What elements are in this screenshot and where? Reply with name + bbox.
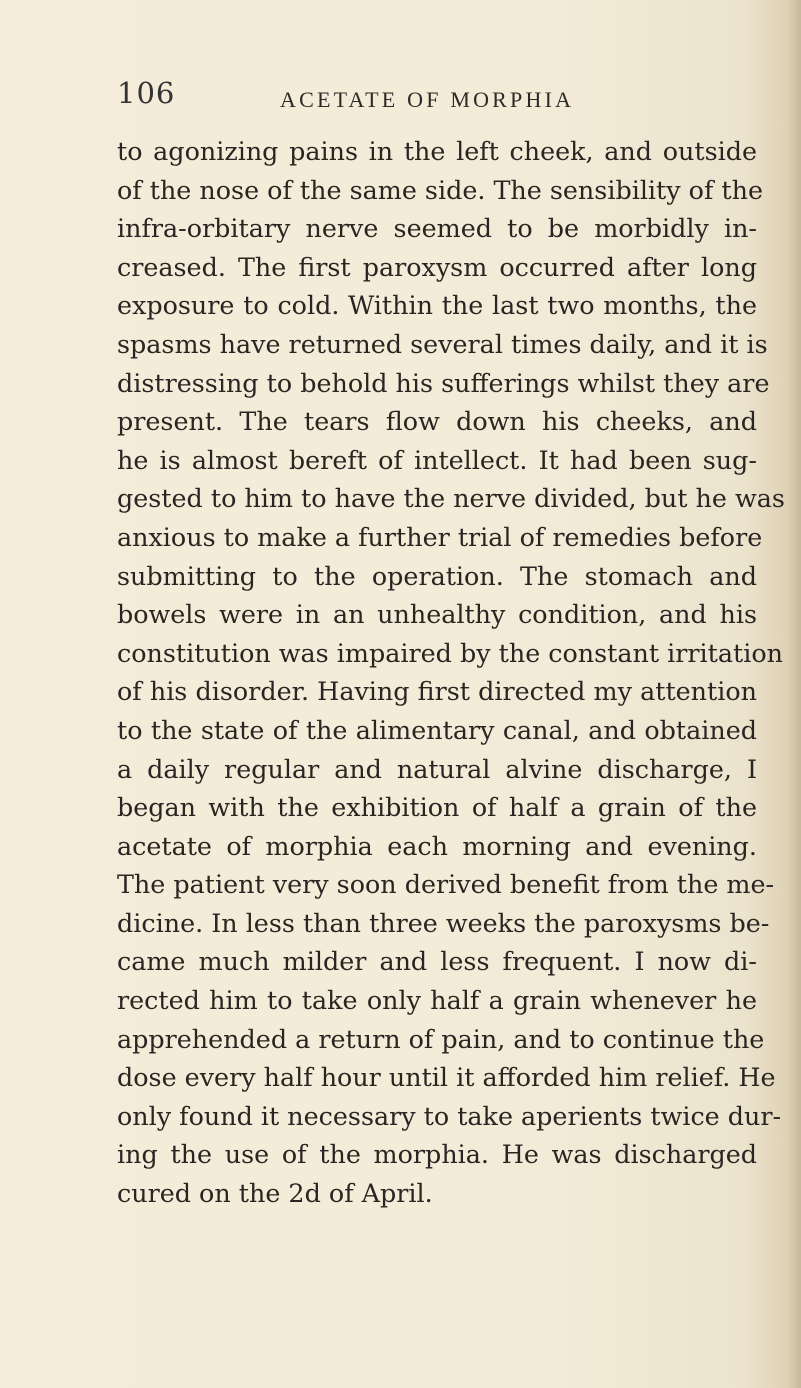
text-line: only found it necessary to take aperients twice dur- [117,1100,782,1131]
text-line: The patient very soon derived benefit from the me- [117,869,775,900]
text-line: he is almost bereft of intellect. It had been sug- [117,444,757,475]
text-line: present. The tears flow down his cheeks, and [117,406,757,437]
text-line: submitting to the operation. The stomach and [117,560,757,591]
text-line: constitution was impaired by the constant irritation [117,637,783,668]
text-line: infra-orbitary nerve seemed to be morbidly in- [117,213,757,244]
text-line: apprehended a return of pain, and to continue the [117,1023,765,1054]
text-line: anxious to make a further trial of remedies before [117,521,763,552]
text-line: to the state of the alimentary canal, and obtained [117,714,757,745]
text-line: dicine. In less than three weeks the paroxysms be- [117,907,770,938]
text-line: of the nose of the same side. The sensibility of the [117,174,764,205]
text-line: of his disorder. Having first directed my attention [117,676,757,707]
text-line: exposure to cold. Within the last two months, the [117,290,757,321]
text-line: bowels were in an unhealthy condition, and his [117,599,757,630]
body-paragraph [117,132,785,1213]
text-line: gested to him to have the nerve divided, but he was [117,483,785,514]
text-line: dose every half hour until it afforded him relief. He [117,1062,776,1093]
text-line: ing the use of the morphia. He was discharged [117,1139,757,1170]
text-line: acetate of morphia each morning and evening. [117,830,757,861]
text-line: distressing to behold his sufferings whilst they are [117,367,770,398]
text-line: cured on the 2d of April. [117,1178,433,1209]
text-line: rected him to take only half a grain whenever he [117,985,757,1016]
text-line: began with the exhibition of half a grain of the [117,792,757,823]
text-line: spasms have returned several times daily, and it is [117,328,768,359]
text-line: a daily regular and natural alvine discharge, I [117,753,757,784]
text-line: to agonizing pains in the left cheek, and outside [117,136,757,166]
text-line: creased. The first paroxysm occurred after long [117,251,757,282]
page-edge-shadow [787,0,801,1388]
page-header [117,76,707,116]
running-head: ACETATE OF MORPHIA [280,87,575,112]
text-line: came much milder and less frequent. I now di- [117,946,757,977]
page-number: 106 [117,76,176,110]
